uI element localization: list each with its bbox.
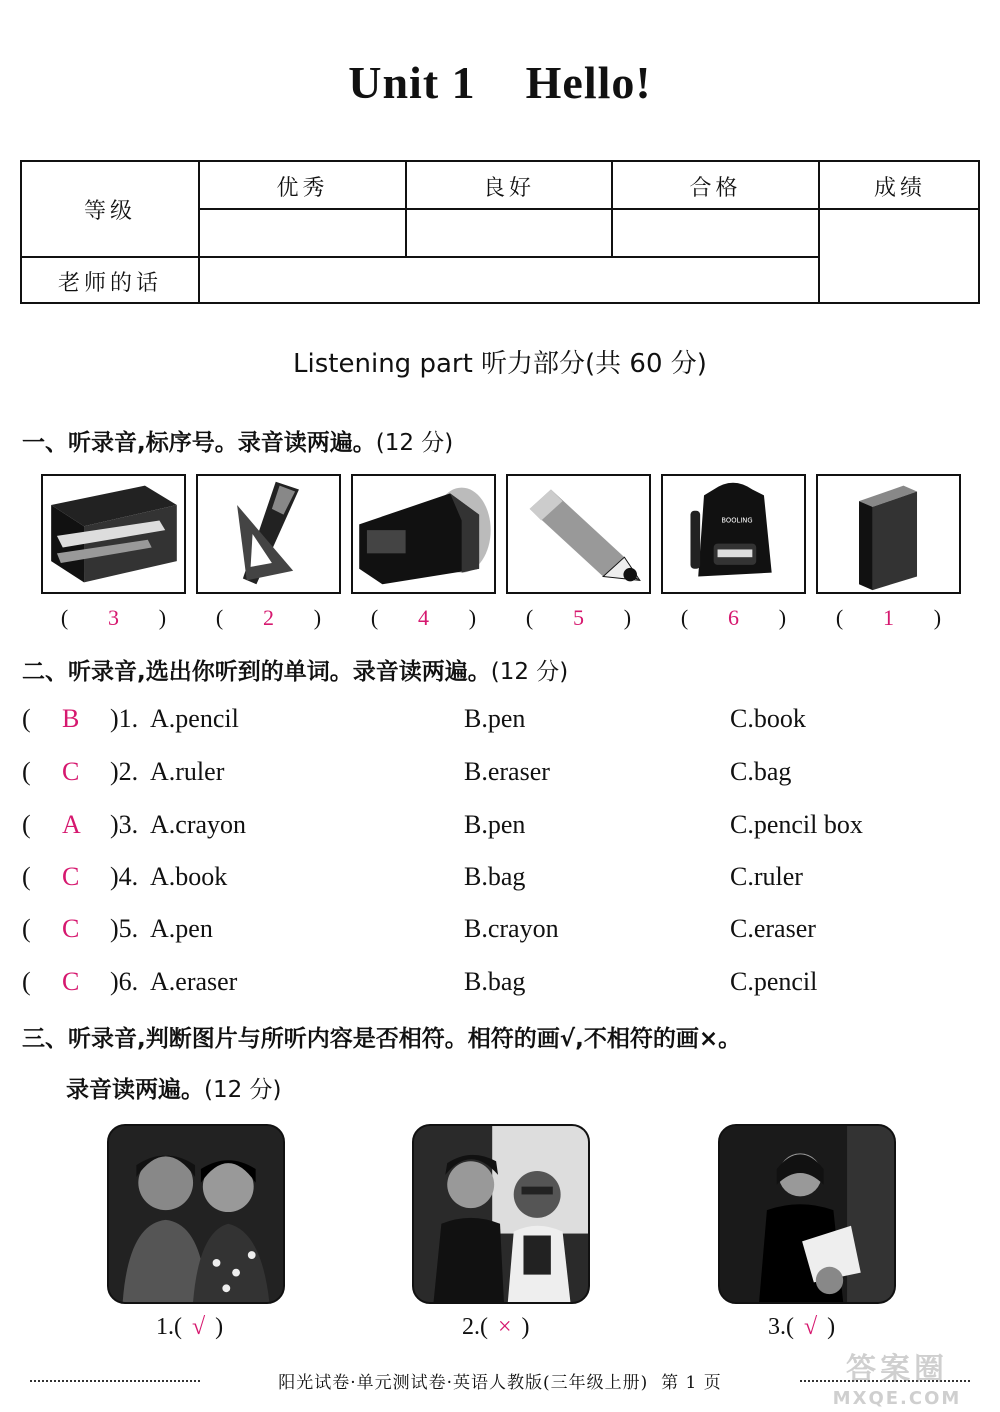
option-c: C.bag	[730, 757, 792, 786]
q2-answer: A	[62, 810, 81, 839]
q3-answer-value: √	[804, 1314, 818, 1340]
q2-score: (12 分)	[490, 659, 569, 685]
open-paren: (	[22, 757, 31, 786]
watermark-line1: 答案圈	[846, 1352, 948, 1387]
q3-answer-3	[768, 1314, 835, 1341]
option-b: B.pen	[464, 810, 526, 839]
q2-number: )5.	[110, 914, 139, 943]
q1-title	[22, 424, 453, 457]
open-paren: (	[22, 704, 31, 733]
q2-answer: C	[62, 967, 80, 996]
option-a: A.pencil	[150, 704, 239, 733]
col-score: 成绩	[873, 176, 926, 201]
q1-answer-1: ( 3 )	[60, 605, 167, 630]
option-c: C.pencil box	[730, 810, 863, 839]
q1-title-text: 一、听录音,标序号。录音读两遍。	[22, 430, 376, 456]
crayon-icon	[506, 474, 651, 594]
q2-title	[22, 653, 568, 686]
option-a: A.crayon	[150, 810, 247, 839]
q3-answer-value: √	[192, 1314, 206, 1340]
q1-answer-6: ( 1 )	[835, 605, 942, 630]
option-c: C.pencil	[730, 967, 818, 996]
q1-answer-3: ( 4 )	[370, 605, 477, 630]
footer-rule-left	[30, 1380, 200, 1382]
option-a: A.ruler	[150, 757, 225, 786]
q1-answer-2: ( 2 )	[215, 605, 322, 630]
listening-heading: Listening part 听力部分(共 60 分)	[293, 349, 707, 379]
q2-number: )6.	[110, 967, 139, 996]
teacher-label: 老师的话	[57, 271, 162, 296]
backpack-icon	[661, 474, 806, 594]
option-b: B.bag	[464, 967, 526, 996]
q1-score: (12 分)	[375, 430, 454, 456]
q3-answer-value: ×	[498, 1314, 512, 1340]
open-paren: (	[22, 914, 31, 943]
col-pass: 合格	[689, 176, 742, 201]
q3-photo-1	[107, 1124, 285, 1304]
book-icon	[816, 474, 961, 594]
q3-close: )	[215, 1314, 224, 1340]
open-paren: (	[22, 967, 31, 996]
option-c: C.book	[730, 704, 806, 733]
open-paren: (	[22, 810, 31, 839]
q1-answer-4: ( 5 )	[525, 605, 632, 630]
q2-row-2	[22, 757, 982, 797]
svg-text:BOOLING: BOOLING	[721, 516, 753, 525]
q2-number: )1.	[110, 704, 139, 733]
q3-photo-2	[412, 1124, 590, 1304]
q2-row-5	[22, 914, 982, 954]
q2-number: )2.	[110, 757, 139, 786]
q2-row-1	[22, 704, 982, 744]
page-title: Unit 1 Hello!	[348, 57, 652, 108]
col-excellent: 优秀	[276, 176, 329, 201]
bag-icon	[351, 474, 496, 594]
open-paren: (	[22, 862, 31, 891]
watermark-logo	[812, 1344, 982, 1409]
q3-answer-1	[156, 1314, 223, 1341]
q3-close: )	[827, 1314, 836, 1340]
q1-answer-value: 1	[883, 605, 894, 630]
option-b: B.pen	[464, 704, 526, 733]
col-good: 良好	[482, 176, 535, 201]
q3-answer-2	[462, 1314, 530, 1341]
q3-label: 2.(	[462, 1314, 488, 1340]
q1-answer-value: 5	[573, 605, 584, 630]
option-c: C.eraser	[730, 914, 816, 943]
q3-label: 3.(	[768, 1314, 794, 1340]
q2-number: )3.	[110, 810, 139, 839]
option-b: B.crayon	[464, 914, 559, 943]
ruler-icon	[196, 474, 341, 594]
q1-answer-value: 6	[728, 605, 739, 630]
grade-table	[20, 160, 980, 304]
option-a: A.book	[150, 862, 228, 891]
q3-title2-text: 录音读两遍。	[66, 1077, 204, 1103]
q2-answer: C	[62, 757, 80, 786]
q1-answer-value: 3	[108, 605, 119, 630]
watermark-line2: MXQE.COM	[832, 1388, 962, 1409]
q2-answer: B	[62, 704, 80, 733]
q2-row-3	[22, 810, 982, 850]
option-b: B.bag	[464, 862, 526, 891]
q2-title-text: 二、听录音,选出你听到的单词。录音读两遍。	[22, 659, 491, 685]
q2-answer: C	[62, 914, 80, 943]
q3-photo-3	[718, 1124, 896, 1304]
pencil-box-icon	[41, 474, 186, 594]
q2-row-6	[22, 967, 982, 1007]
q1-answer-value: 4	[418, 605, 429, 630]
q3-score: (12 分)	[204, 1077, 282, 1103]
q1-answer-value: 2	[263, 605, 274, 630]
level-label: 等级	[83, 199, 136, 224]
option-a: A.eraser	[150, 967, 238, 996]
footer-text: 阳光试卷·单元测试卷·英语人教版(三年级上册) 第 1 页	[278, 1373, 722, 1393]
q2-answer: C	[62, 862, 80, 891]
option-b: B.eraser	[464, 757, 550, 786]
q3-title: 三、听录音,判断图片与所听内容是否相符。相符的画√,不相符的画×。	[22, 1026, 742, 1052]
q3-close: )	[521, 1314, 530, 1340]
q2-row-4	[22, 862, 982, 902]
option-c: C.ruler	[730, 862, 803, 891]
q3-title-line2	[66, 1071, 282, 1104]
q3-label: 1.(	[156, 1314, 182, 1340]
option-a: A.pen	[150, 914, 213, 943]
q1-answer-5: ( 6 )	[680, 605, 787, 630]
q2-number: )4.	[110, 862, 139, 891]
